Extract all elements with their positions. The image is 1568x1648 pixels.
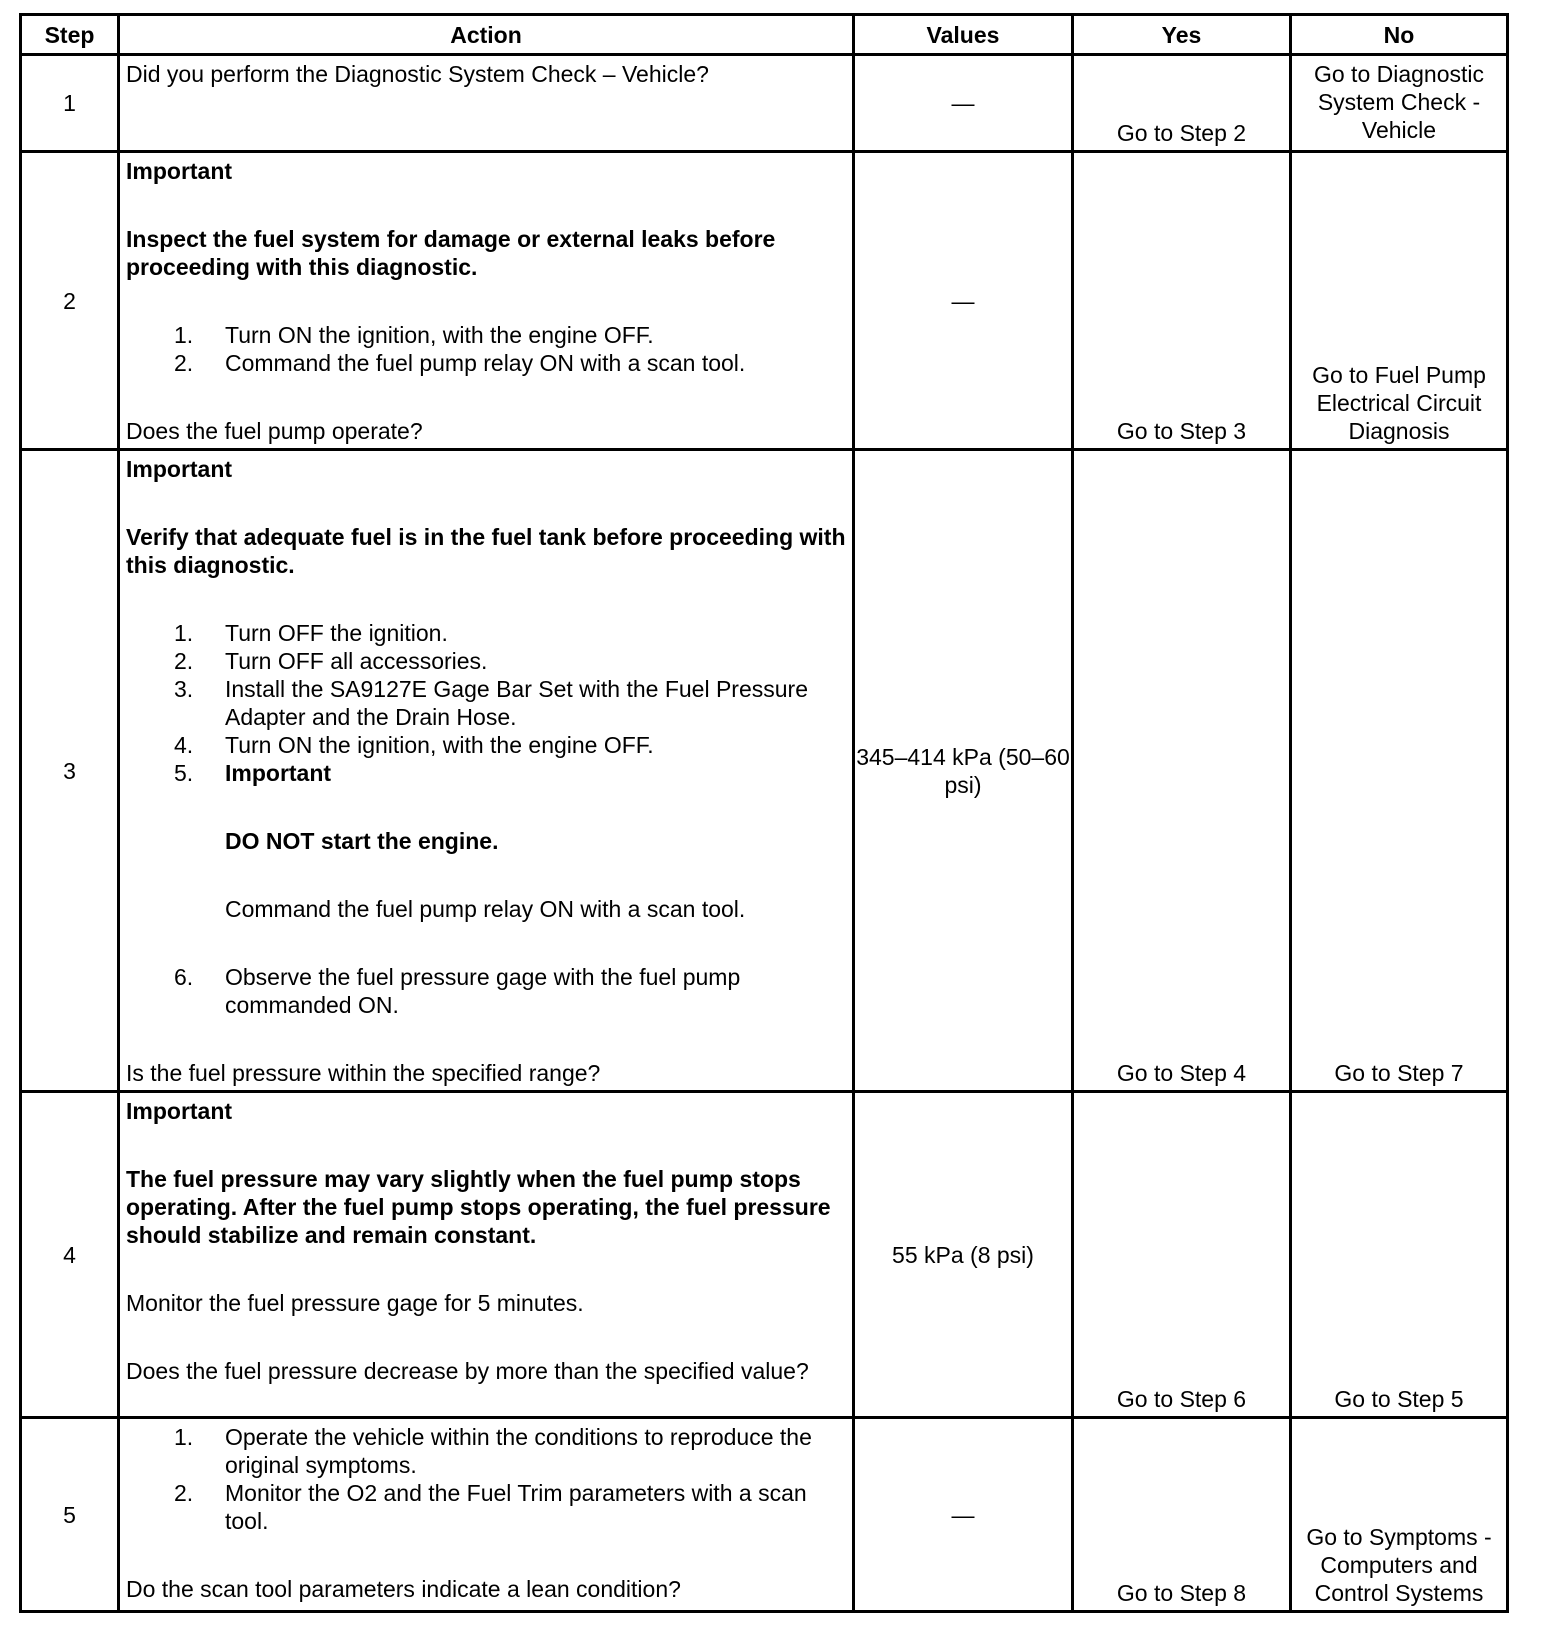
list-item: 3. Install the SA9127E Gage Bar Set with the Fuel Pressure Adapter and the Drain Hose. — [174, 676, 808, 730]
action-cell — [119, 152, 854, 450]
list-item: 2. Turn OFF all accessories. — [174, 648, 488, 674]
important-note: The fuel pressure may vary slightly when the fuel pump stops operating. After the fuel pump stops operating, the fuel pressure should stabilize and remain constant. — [126, 1166, 831, 1248]
list-item-text: Command the fuel pump relay ON with a scan tool. — [225, 896, 746, 922]
step-number: 5 — [21, 1418, 119, 1612]
important-note: DO NOT start the engine. — [225, 828, 499, 854]
action-cell — [119, 450, 854, 1092]
list-item: 5. Important — [174, 760, 332, 786]
action-instruction: Monitor the fuel pressure gage for 5 minutes. — [126, 1290, 584, 1316]
values-cell: 55 kPa (8 psi) — [854, 1092, 1073, 1418]
yes-cell: Go to Step 3 — [1073, 152, 1291, 450]
yes-cell: Go to Step 6 — [1073, 1092, 1291, 1418]
header-no: No — [1291, 15, 1508, 55]
procedure-list — [126, 321, 848, 377]
action-question: Did you perform the Diagnostic System Check – Vehicle? — [126, 61, 709, 87]
action-question: Is the fuel pressure within the specified range? — [126, 1060, 601, 1086]
step-number: 3 — [21, 450, 119, 1092]
table-row — [21, 450, 1508, 1092]
no-cell: Go to Fuel Pump Electrical Circuit Diagnosis — [1291, 152, 1508, 450]
step-number: 4 — [21, 1092, 119, 1418]
important-heading: Important — [126, 456, 233, 482]
action-question: Does the fuel pump operate? — [126, 418, 423, 444]
list-item: 1. Turn OFF the ignition. — [174, 620, 448, 646]
procedure-list — [126, 619, 848, 787]
procedure-list — [126, 1423, 848, 1535]
important-heading: Important — [126, 1098, 233, 1124]
yes-cell: Go to Step 4 — [1073, 450, 1291, 1092]
list-item: 4. Turn ON the ignition, with the engine OFF. — [174, 732, 654, 758]
header-yes: Yes — [1073, 15, 1291, 55]
table-row — [21, 152, 1508, 450]
header-values: Values — [854, 15, 1073, 55]
action-question: Does the fuel pressure decrease by more than the specified value? — [126, 1358, 809, 1384]
important-heading: Important — [126, 158, 233, 184]
yes-cell: Go to Step 8 — [1073, 1418, 1291, 1612]
action-cell — [119, 55, 854, 152]
list-item: 6. Observe the fuel pressure gage with the fuel pump commanded ON. — [174, 964, 741, 1018]
no-cell: Go to Symptoms - Computers and Control Systems — [1291, 1418, 1508, 1612]
header-row — [21, 15, 1508, 55]
diagnostic-table — [19, 13, 1509, 1613]
list-item: 2. Monitor the O2 and the Fuel Trim parameters with a scan tool. — [174, 1480, 807, 1534]
no-cell: Go to Diagnostic System Check - Vehicle — [1291, 55, 1508, 152]
table-row — [21, 55, 1508, 152]
list-item: 1. Turn ON the ignition, with the engine OFF. — [174, 322, 654, 348]
no-cell: Go to Step 5 — [1291, 1092, 1508, 1418]
step-number: 1 — [21, 55, 119, 152]
no-cell: Go to Step 7 — [1291, 450, 1508, 1092]
table-row — [21, 1418, 1508, 1612]
values-cell: — — [854, 1418, 1073, 1612]
action-question: Do the scan tool parameters indicate a lean condition? — [126, 1576, 681, 1602]
important-note: Verify that adequate fuel is in the fuel tank before proceeding with this diagnostic. — [126, 524, 846, 578]
values-cell: 345–414 kPa (50–60 psi) — [854, 450, 1073, 1092]
header-action: Action — [119, 15, 854, 55]
values-cell: — — [854, 152, 1073, 450]
values-cell: — — [854, 55, 1073, 152]
important-note: Inspect the fuel system for damage or external leaks before proceeding with this diagnostic. — [126, 226, 776, 280]
procedure-list — [126, 963, 848, 1019]
header-step: Step — [21, 15, 119, 55]
list-item: 2. Command the fuel pump relay ON with a scan tool. — [174, 350, 746, 376]
table-row — [21, 1092, 1508, 1418]
action-cell — [119, 1092, 854, 1418]
action-cell — [119, 1418, 854, 1612]
step-number: 2 — [21, 152, 119, 450]
yes-cell: Go to Step 2 — [1073, 55, 1291, 152]
list-item: 1. Operate the vehicle within the conditions to reproduce the original symptoms. — [174, 1424, 812, 1478]
